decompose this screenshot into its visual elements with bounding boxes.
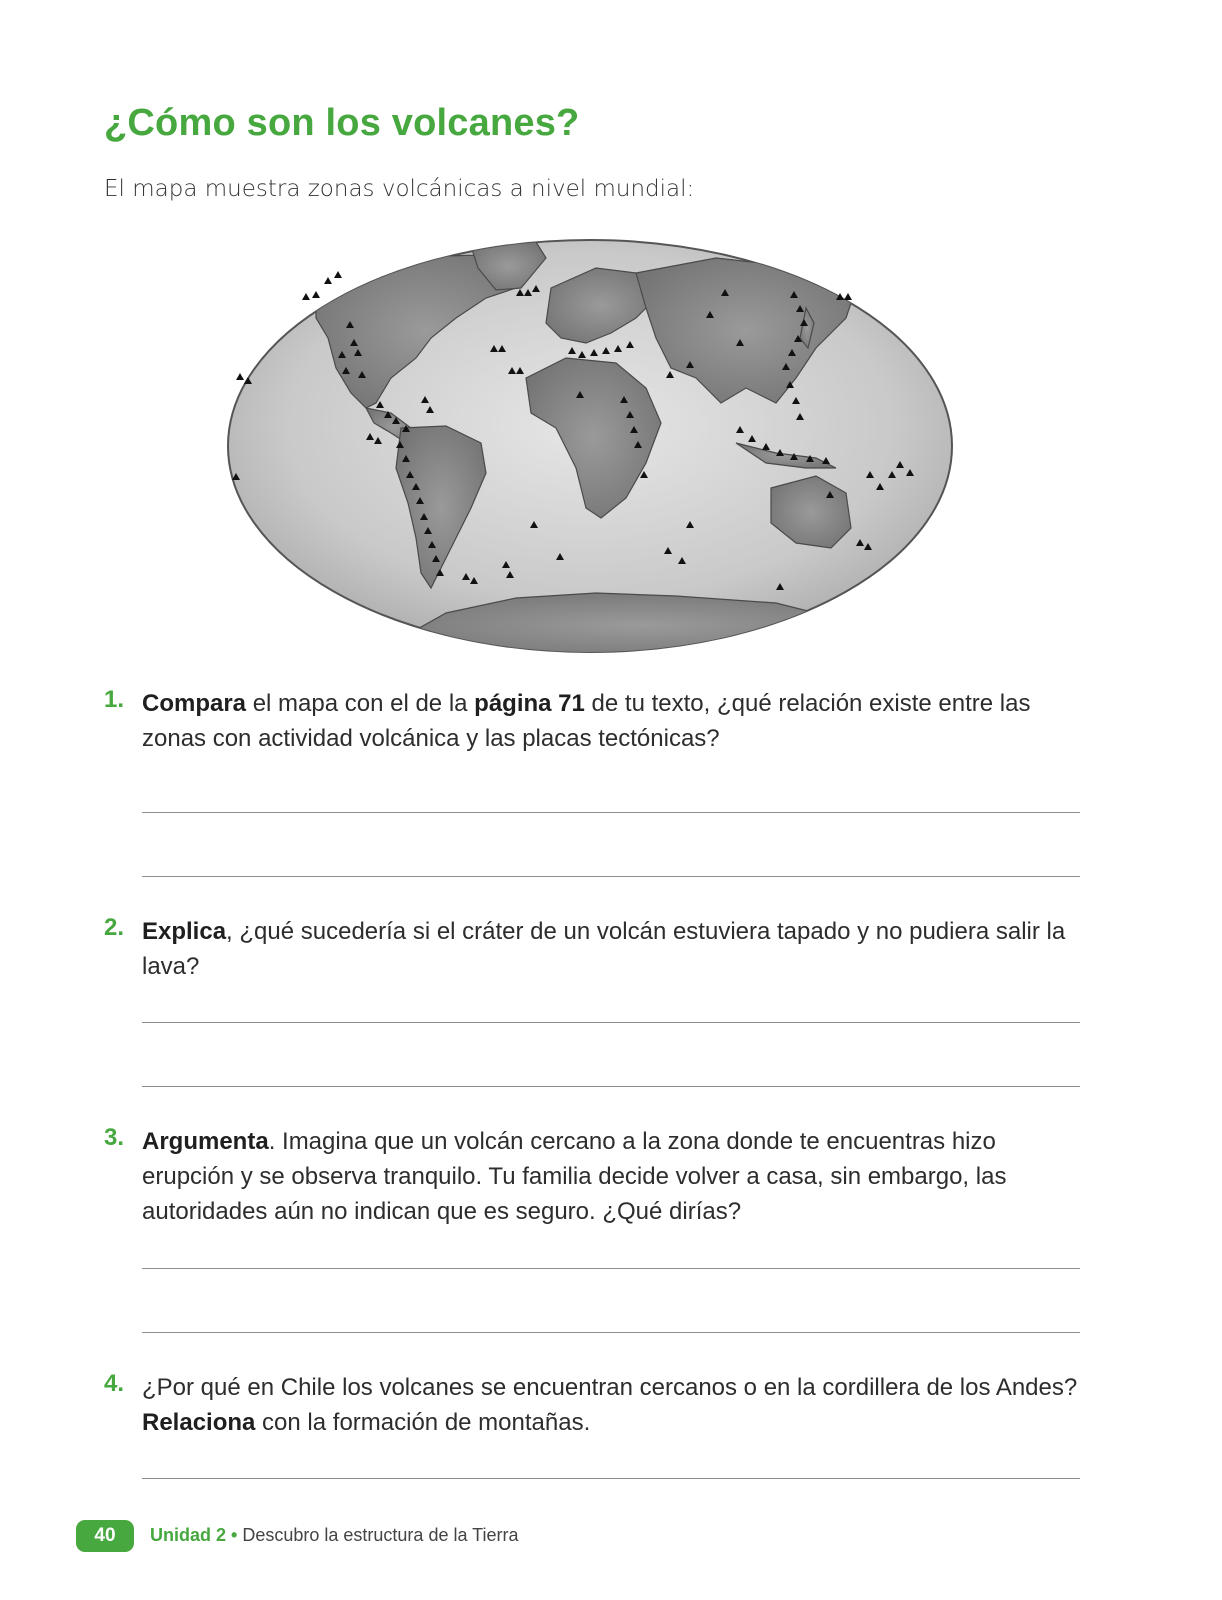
- question-number: 2.: [104, 914, 125, 941]
- intro-text: El mapa muestra zonas volcánicas a nivel mundial:: [104, 176, 695, 202]
- question-segment: , ¿qué sucedería si el cráter de un volcán estuviera tapado y no pudiera salir la lava?: [142, 918, 1066, 980]
- question-number: 1.: [104, 686, 125, 713]
- question-text: [142, 914, 1084, 984]
- answer-line[interactable]: [142, 1268, 1080, 1269]
- triangle-icon: [302, 271, 342, 300]
- answer-line[interactable]: [142, 812, 1080, 813]
- question-text: [142, 1124, 1084, 1229]
- question-4: [104, 1370, 1084, 1440]
- question-number: 3.: [104, 1124, 125, 1151]
- answer-line[interactable]: [142, 1086, 1080, 1087]
- answer-line[interactable]: [142, 1332, 1080, 1333]
- question-text: [142, 1370, 1084, 1440]
- question-page-ref: página 71: [474, 690, 585, 717]
- question-3: [104, 1124, 1084, 1229]
- question-text: [142, 686, 1084, 756]
- question-keyword: Argumenta: [142, 1128, 269, 1155]
- answer-line[interactable]: [142, 876, 1080, 877]
- footer-section: Descubro la estructura de la Tierra: [242, 1525, 519, 1545]
- question-segment: con la formación de montañas.: [255, 1409, 591, 1436]
- footer-separator: •: [231, 1525, 238, 1545]
- question-segment: . Imagina que un volcán cercano a la zona donde te encuentras hizo erupción y se observa tranquilo. Tu familia decide volver a casa, sin embargo, las autoridades aún no indican que es seguro. ¿Qué dirías?: [142, 1128, 1007, 1225]
- question-number: 4.: [104, 1370, 125, 1397]
- world-volcano-map: [216, 228, 964, 664]
- page-title: ¿Cómo son los volcanes?: [104, 102, 580, 144]
- answer-line[interactable]: [142, 1022, 1080, 1023]
- question-1: [104, 686, 1084, 756]
- page-number-badge: 40: [76, 1520, 134, 1552]
- question-keyword: Relaciona: [142, 1409, 256, 1436]
- footer-unit-label: [150, 1525, 519, 1546]
- question-keyword: Compara: [142, 690, 247, 717]
- question-segment: ¿Por qué en Chile los volcanes se encuentran cercanos o en la cordillera de los Andes?: [142, 1374, 1078, 1401]
- answer-line[interactable]: [142, 1478, 1080, 1479]
- footer-unit: Unidad 2: [150, 1525, 227, 1545]
- question-2: [104, 914, 1084, 984]
- question-segment: de tu texto, ¿qué relación existe entre las zonas con actividad volcánica y las placas tectónicas?: [142, 690, 1031, 752]
- question-segment: el mapa con el de la: [246, 690, 475, 717]
- question-keyword: Explica: [142, 918, 227, 945]
